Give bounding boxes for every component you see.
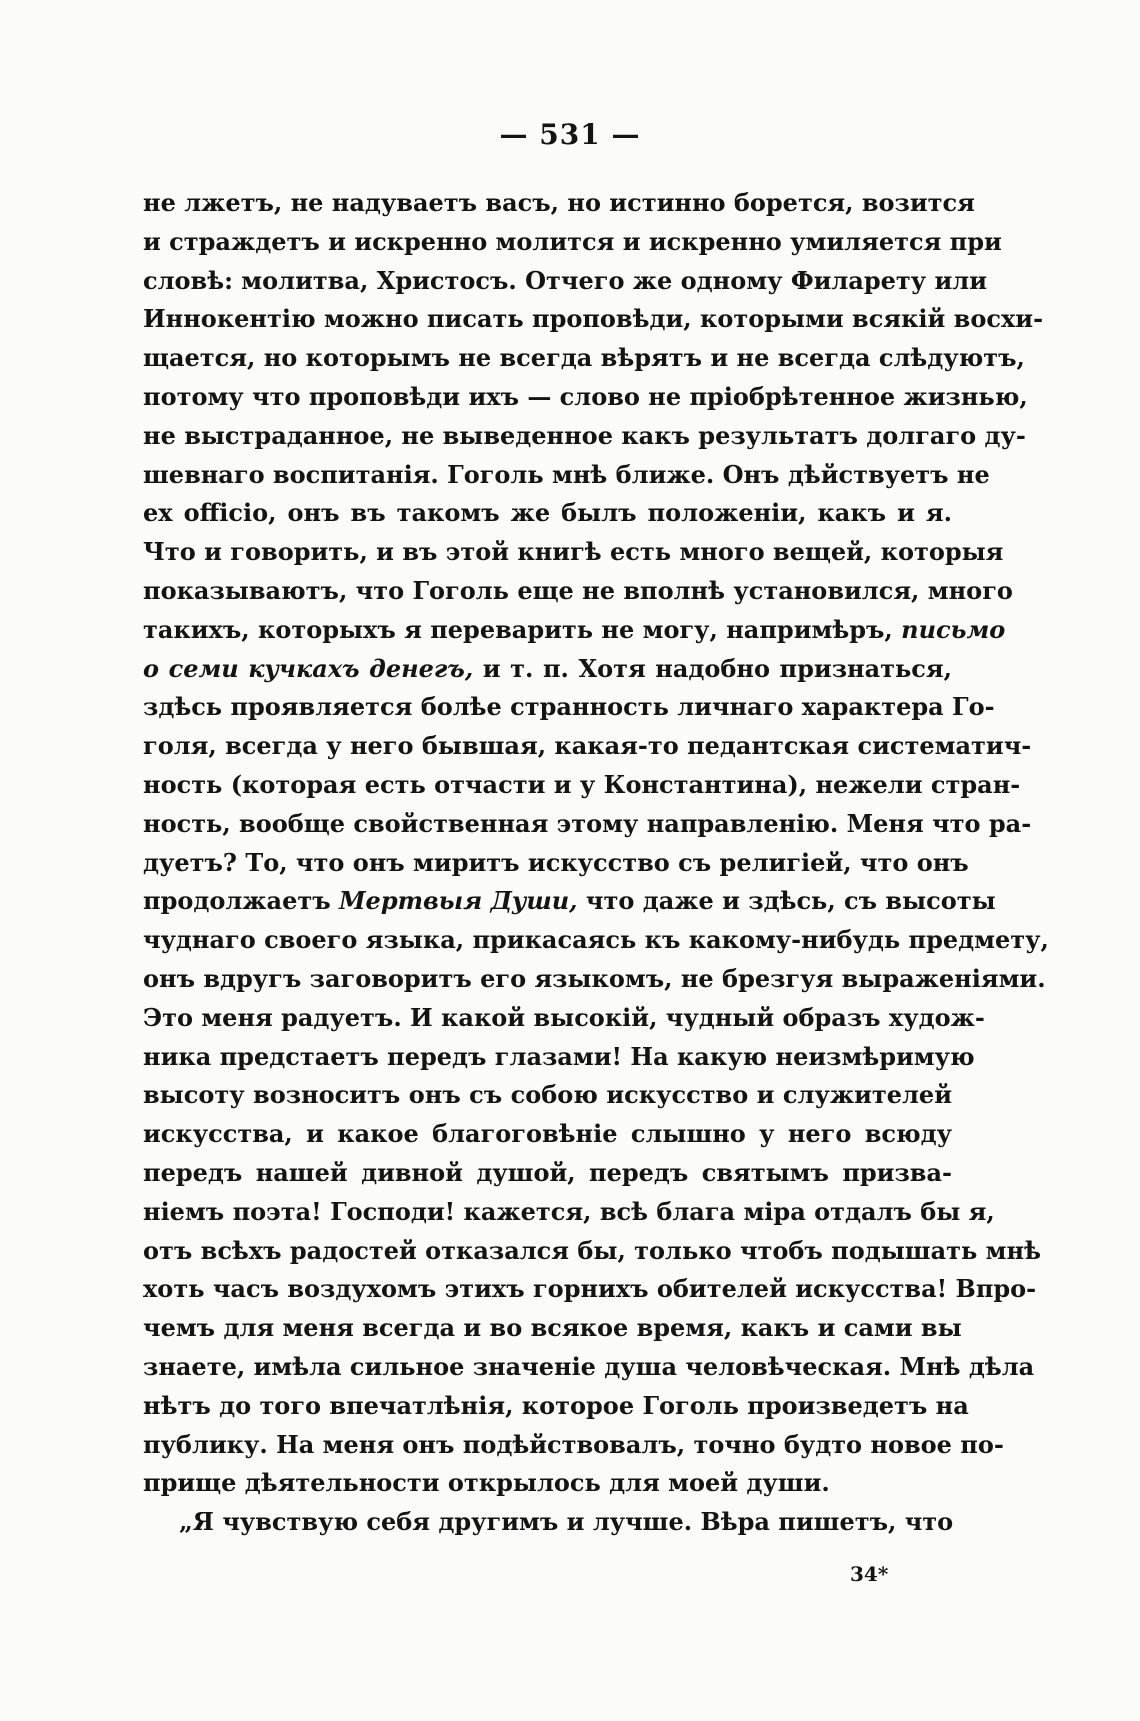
text-line: нѣтъ до того впечатлѣнія, которое Гоголь произведетъ на: [143, 1390, 969, 1420]
italic-title: Мертвыя Души,: [338, 886, 578, 916]
text-line: ность, вообще свойственная этому направленію. Меня что ра-: [143, 808, 1032, 838]
text-line: ex officio, онъ въ такомъ же былъ положеніи, какъ и я.: [143, 498, 952, 528]
text-line: прище дѣятельности открылось для моей души.: [143, 1468, 830, 1498]
text-line: ника предстаетъ передъ глазами! На какую неизмѣримую: [143, 1041, 975, 1071]
text-line: отъ всѣхъ радостей отказался бы, только чтобъ подышать мнѣ: [143, 1235, 1041, 1265]
text-segment: продолжаетъ: [143, 886, 331, 916]
text-segment: и т. п. Хотя надобно признаться,: [482, 653, 952, 683]
text-segment: такихъ, которыхъ я переварить не могу, напримѣръ,: [143, 614, 893, 644]
text-segment: что даже и здѣсь, съ высоты: [585, 886, 996, 916]
italic-title: о семи кучкахъ денегъ,: [143, 653, 474, 683]
text-line: не лжетъ, не надуваетъ васъ, но истинно борется, возится: [143, 188, 975, 217]
text-line: искусства, и какое благоговѣніе слышно у него всюду: [143, 1119, 952, 1149]
text-line: Иннокентію можно писать проповѣди, которыми всякій восхи-: [143, 304, 1044, 334]
body-text: [143, 184, 1049, 1542]
text-line: хоть часъ воздухомъ этихъ горнихъ обителей искусства! Впро-: [143, 1274, 1037, 1304]
text-line: чуднаго своего языка, прикасаясь къ какому-нибудь предмету,: [143, 925, 1049, 955]
text-line: [143, 882, 996, 921]
text-line: чемъ для меня всегда и во всякое время, какъ и сами вы: [143, 1313, 962, 1343]
page-number: — 531 —: [499, 118, 641, 151]
text-line: Что и говорить, и въ этой книгѣ есть много вещей, которыя: [143, 537, 1004, 567]
text-line: ніемъ поэта! Господи! кажется, всѣ блага міра отдалъ бы я,: [143, 1196, 995, 1226]
text-line: [143, 650, 952, 689]
text-line: словѣ: молитва, Христосъ. Отчего же одному Филарету или: [143, 265, 988, 295]
text-line: дуетъ? То, что онъ миритъ искусство съ религіей, что онъ: [143, 847, 969, 877]
text-line: и страждетъ и искренно молится и искренно умиляется при: [143, 226, 1002, 256]
printer-signature-mark: 34*: [850, 1562, 889, 1586]
text-line: потому что проповѣди ихъ — слово не пріобрѣтенное жизнью,: [143, 381, 1028, 411]
text-line: онъ вдругъ заговоритъ его языкомъ, не брезгуя выраженіями.: [143, 963, 1046, 993]
text-line: показываютъ, что Гоголь еще не вполнѣ установился, много: [143, 575, 1013, 605]
text-line: не выстраданное, не выведенное какъ результатъ долгаго ду-: [143, 420, 1026, 450]
text-line: высоту возноситъ онъ съ собою искусство и служителей: [143, 1080, 952, 1110]
text-line: передъ нашей дивной душой, передъ святымъ призва-: [143, 1157, 952, 1187]
text-line: шевнаго воспитанія. Гоголь мнѣ ближе. Онъ дѣйствуетъ не: [143, 459, 990, 489]
text-line: Это меня радуетъ. И какой высокій, чудный образъ худож-: [143, 1002, 985, 1032]
text-line: голя, всегда у него бывшая, какая-то педантская систематич-: [143, 731, 1032, 761]
paragraph-start-line: „Я чувствую себя другимъ и лучше. Вѣра пишетъ, что: [179, 1507, 954, 1537]
text-line: знаете, имѣла сильное значеніе душа человѣческая. Мнѣ дѣла: [143, 1351, 1035, 1381]
italic-title: письмо: [901, 614, 1006, 644]
text-line: [143, 611, 1006, 650]
text-line: публику. На меня онъ подѣйствовалъ, точно будто новое по-: [143, 1429, 1004, 1459]
text-line: ность (которая есть отчасти и у Константина), нежели стран-: [143, 769, 1021, 799]
text-line: здѣсь проявляется болѣе странность личнаго характера Го-: [143, 692, 995, 722]
text-line: щается, но которымъ не всегда вѣрятъ и не всегда слѣдуютъ,: [143, 343, 1025, 373]
